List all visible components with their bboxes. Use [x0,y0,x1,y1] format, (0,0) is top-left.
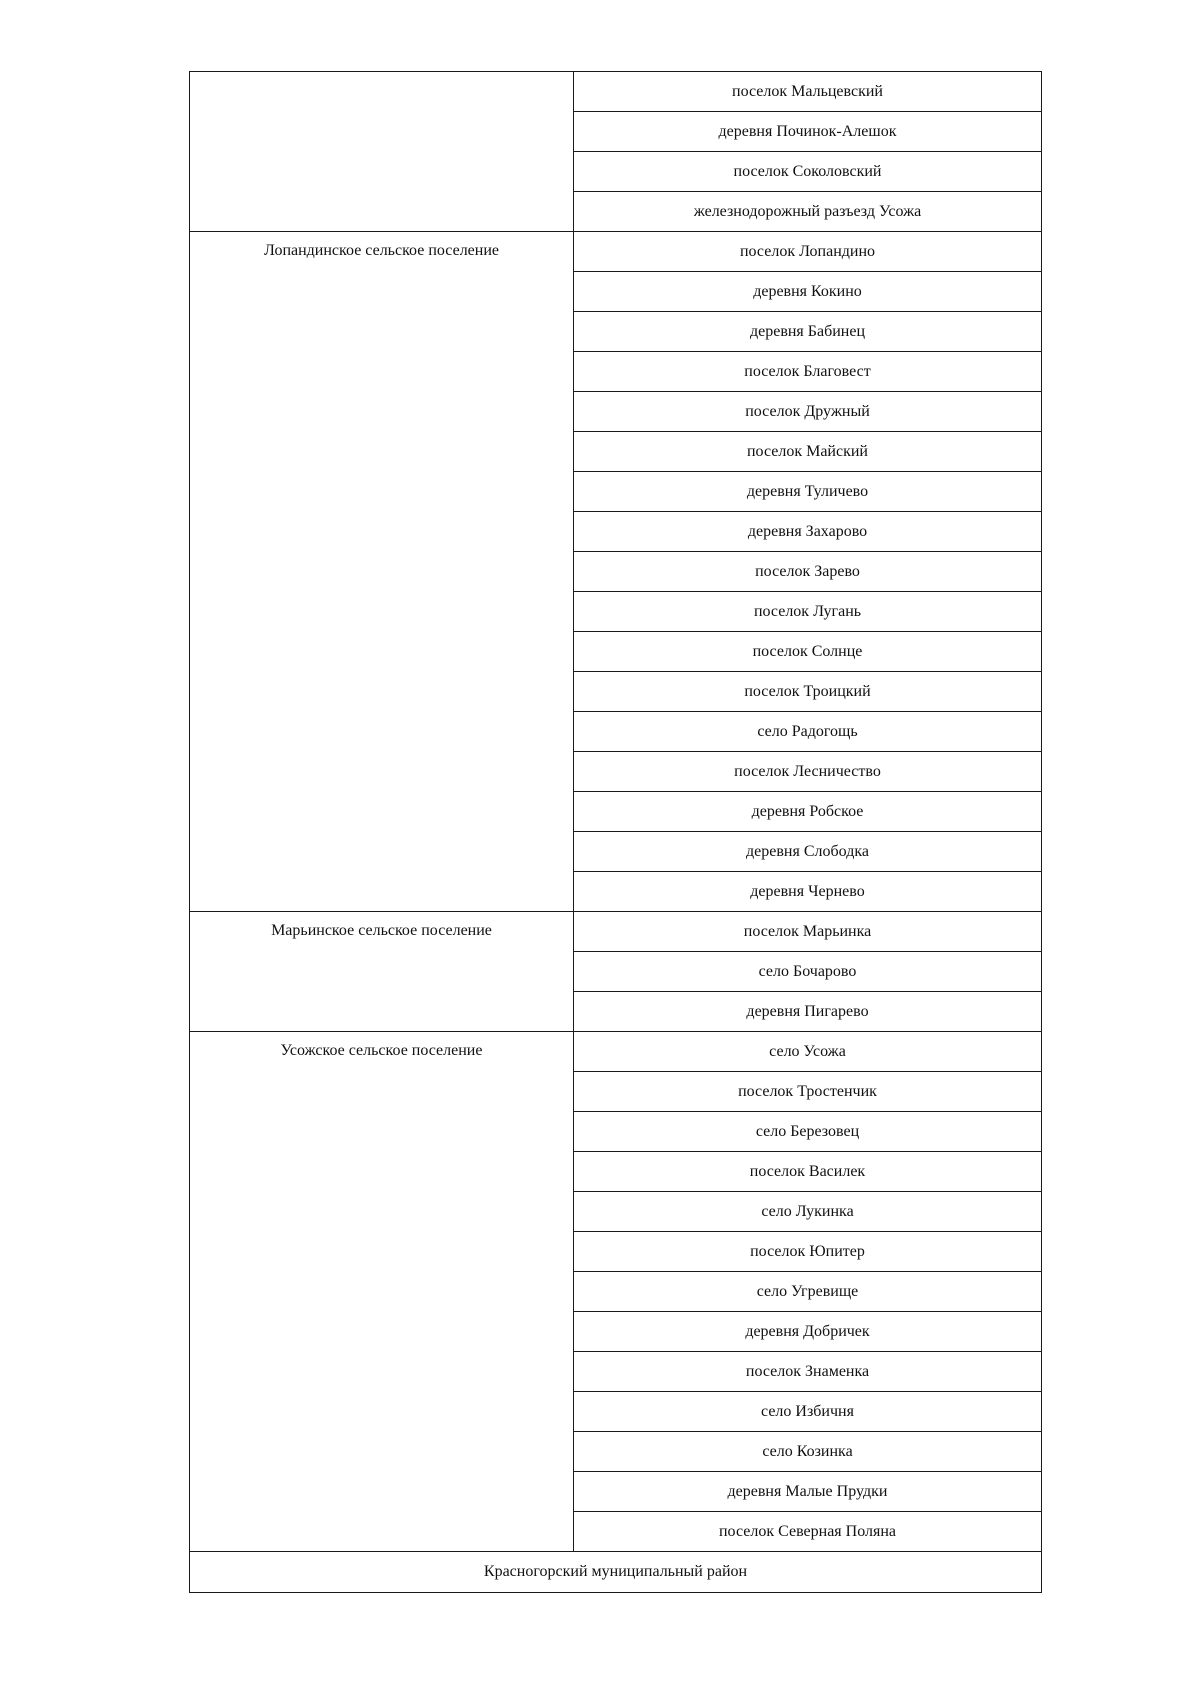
table-body [190,72,1042,1593]
locality-cell: деревня Чернево [574,872,1042,912]
locality-cell: поселок Троицкий [574,672,1042,712]
locality-cell: поселок Тростенчик [574,1072,1042,1112]
settlement-name-cell: Усожское сельское поселение [190,1032,574,1552]
settlement-name-cell: Марьинское сельское поселение [190,912,574,1032]
locality-cell: поселок Солнце [574,632,1042,672]
locality-cell: село Лукинка [574,1192,1042,1232]
locality-cell: деревня Малые Прудки [574,1472,1042,1512]
settlement-name-cell [190,72,574,232]
table-row [190,72,1042,112]
locality-cell: поселок Дружный [574,392,1042,432]
locality-cell: поселок Знаменка [574,1352,1042,1392]
locality-cell: деревня Захарово [574,512,1042,552]
locality-cell: поселок Северная Поляна [574,1512,1042,1552]
table-row [190,232,1042,272]
locality-cell: деревня Робское [574,792,1042,832]
footer-row [190,1552,1042,1593]
locality-cell: поселок Лопандино [574,232,1042,272]
locality-cell: поселок Майский [574,432,1042,472]
locality-cell: поселок Марьинка [574,912,1042,952]
locality-cell: село Бочарово [574,952,1042,992]
locality-cell: село Радогощь [574,712,1042,752]
locality-cell: деревня Туличево [574,472,1042,512]
locality-cell: поселок Мальцевский [574,72,1042,112]
locality-cell: село Угревище [574,1272,1042,1312]
locality-cell: железнодорожный разъезд Усожа [574,192,1042,232]
locality-cell: деревня Кокино [574,272,1042,312]
locality-cell: поселок Зарево [574,552,1042,592]
locality-cell: село Березовец [574,1112,1042,1152]
locality-cell: поселок Лесничество [574,752,1042,792]
locality-cell: село Усожа [574,1032,1042,1072]
locality-cell: деревня Бабинец [574,312,1042,352]
locality-cell: поселок Василек [574,1152,1042,1192]
locality-cell: деревня Слободка [574,832,1042,872]
locality-cell: деревня Пигарево [574,992,1042,1032]
locality-cell: село Козинка [574,1432,1042,1472]
locality-cell: деревня Добричек [574,1312,1042,1352]
settlement-name-cell: Лопандинское сельское поселение [190,232,574,912]
locality-cell: село Избичня [574,1392,1042,1432]
settlements-table [189,71,1042,1593]
locality-cell: поселок Соколовский [574,152,1042,192]
district-name-cell: Красногорский муниципальный район [190,1552,1042,1593]
table-row [190,912,1042,952]
locality-cell: поселок Благовест [574,352,1042,392]
locality-cell: поселок Юпитер [574,1232,1042,1272]
table-row [190,1032,1042,1072]
locality-cell: поселок Лугань [574,592,1042,632]
locality-cell: деревня Починок-Алешок [574,112,1042,152]
